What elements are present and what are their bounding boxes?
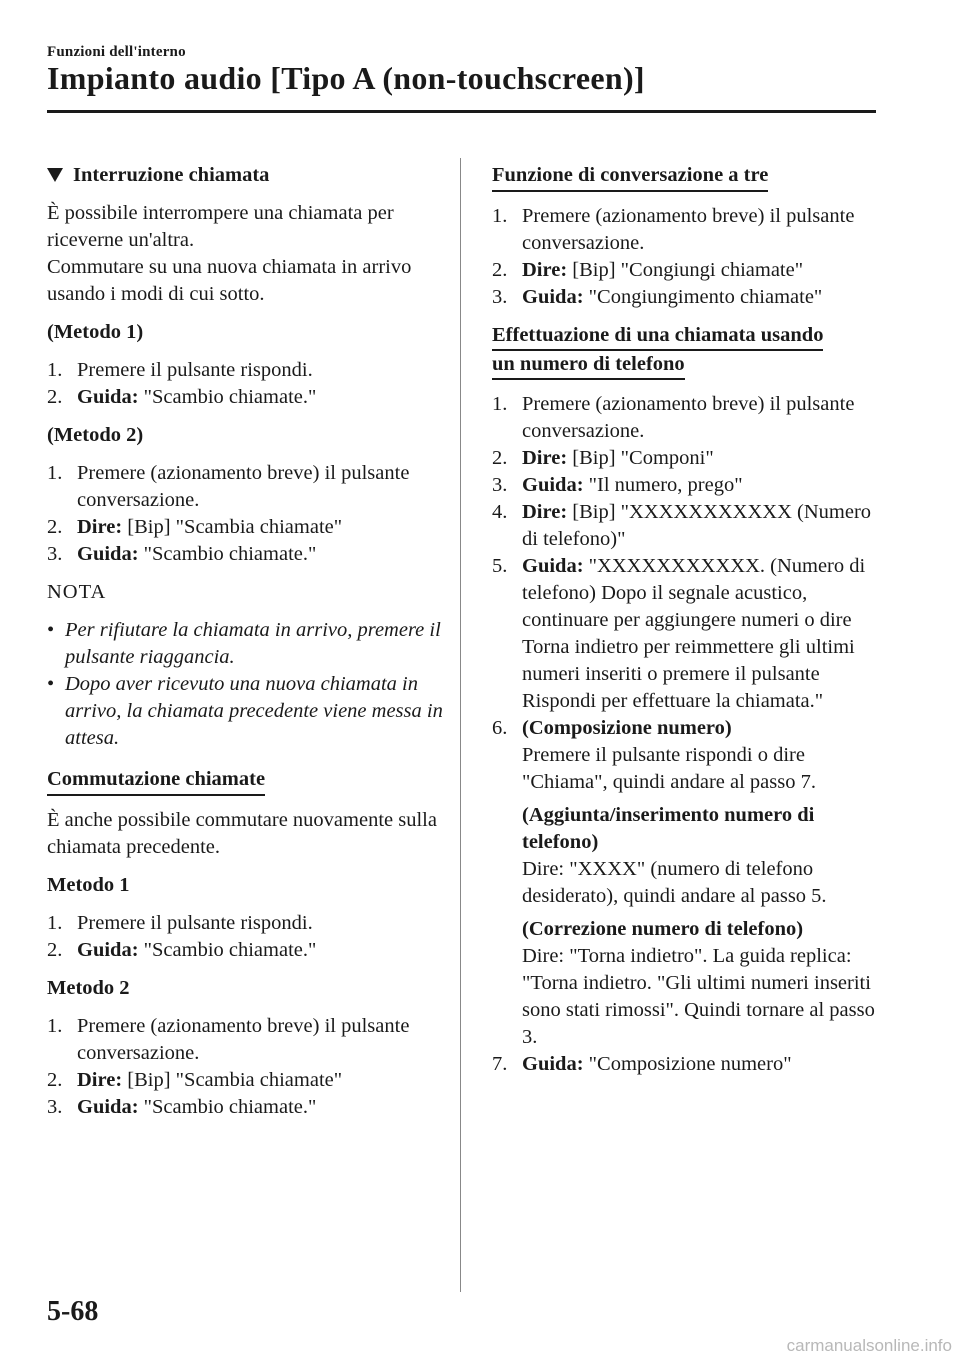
list-item: 1. Premere (azionamento breve) il pulsante conversazione. — [47, 1015, 410, 1064]
list-item: 6. (Composizione numero) Premere il pulsante rispondi o dire "Chiama", quindi andare al passo 7. (Aggiunta/inserimento numero di telefono) Dire: "XXXX" (numero di telefono desiderato), quindi andare al passo 5. (Correzione numero di telefono) Dire: "Torna indietro". La guida replica: "Torna indietro. "Gli ultimi numeri inseriti sono stati rimossi". Quindi tornare al passo 3. — [492, 715, 882, 1051]
list-item: 5. Guida: "XXXXXXXXXXX. (Numero di telefono) Dopo il segnale acustico, continuare per aggiungere numeri o dire Torna indietro per reimmettere gli ultimi numeri inseriti o premere il pulsante Rispondi per effettuare la chiamata." — [492, 555, 866, 712]
heading-conversazione-tre: Funzione di conversazione a tre — [492, 163, 768, 192]
bullet-icon: • — [47, 619, 55, 641]
list-item: 4. Dire: [Bip] "XXXXXXXXXXX (Numero di telefono)" — [492, 501, 872, 550]
chapter-title: Impianto audio [Tipo A (non-touchscreen)] — [47, 60, 645, 96]
paragraph: Premere il pulsante rispondi o dire "Chiama", quindi andare al passo 7. — [522, 744, 816, 793]
list-item: 2. Dire: [Bip] "Scambia chiamate" — [47, 516, 343, 538]
heading-numero-telefono: Effettuazione di una chiamata usando un numero di telefono — [492, 322, 882, 380]
list-item: 2. Dire: [Bip] "Congiungi chiamate" — [492, 259, 804, 281]
list-item: 7. Guida: "Composizione numero" — [492, 1053, 792, 1075]
title-rule — [47, 110, 876, 113]
list-item: 3. Guida: "Il numero, prego" — [492, 474, 743, 496]
column-divider — [460, 158, 461, 1292]
bullet-icon: • — [47, 673, 55, 695]
list-item: 2. Guida: "Scambio chiamate." — [47, 939, 317, 961]
sub-heading: (Correzione numero di telefono) — [522, 918, 804, 940]
sub-heading: (Composizione numero) — [522, 717, 732, 739]
paragraph: Commutare su una nuova chiamata in arrivo usando i modi di cui sotto. — [47, 256, 412, 305]
list-item: 1. Premere (azionamento breve) il pulsante conversazione. — [47, 462, 410, 511]
method-label: (Metodo 2) — [47, 424, 144, 446]
triangle-down-icon — [47, 168, 63, 182]
heading-interruzione: Interruzione chiamata — [47, 162, 443, 189]
note-item: • Dopo aver ricevuto una nuova chiamata in arrivo, la chiamata precedente viene messa in attesa. — [47, 671, 443, 752]
list-item: 2. Dire: [Bip] "Componi" — [492, 447, 714, 469]
paragraph: È possibile interrompere una chiamata per riceverne un'altra. — [47, 202, 394, 251]
list-item: 1. Premere (azionamento breve) il pulsante conversazione. — [492, 205, 855, 254]
method-label: Metodo 1 — [47, 874, 130, 896]
section-label: Funzioni dell'interno — [47, 44, 186, 60]
list-item: 3. Guida: "Congiungimento chiamate" — [492, 286, 823, 308]
page-number: 5-68 — [47, 1296, 99, 1327]
list-item: 3. Guida: "Scambio chiamate." — [47, 543, 317, 565]
note-label: NOTA — [47, 581, 107, 603]
note-item: • Per rifiutare la chiamata in arrivo, premere il pulsante riaggancia. — [47, 617, 443, 671]
watermark: carmanualsonline.info — [786, 1336, 952, 1355]
list-item: 2. Guida: "Scambio chiamate." — [47, 386, 317, 408]
left-column — [47, 162, 443, 1121]
method-label: Metodo 2 — [47, 977, 130, 999]
method-label: (Metodo 1) — [47, 321, 144, 343]
paragraph: Dire: "Torna indietro". La guida replica: "Torna indietro. "Gli ultimi numeri inseriti sono stati rimossi". Quindi tornare al passo 3. — [522, 945, 875, 1048]
list-item: 3. Guida: "Scambio chiamate." — [47, 1096, 317, 1118]
paragraph: È anche possibile commutare nuovamente sulla chiamata precedente. — [47, 809, 437, 858]
list-item: 1. Premere il pulsante rispondi. — [47, 359, 313, 381]
list-item: 1. Premere il pulsante rispondi. — [47, 912, 313, 934]
right-column — [492, 162, 882, 1078]
heading-commutazione: Commutazione chiamate — [47, 767, 265, 796]
list-item: 2. Dire: [Bip] "Scambia chiamate" — [47, 1069, 343, 1091]
paragraph: Dire: "XXXX" (numero di telefono desiderato), quindi andare al passo 5. — [522, 858, 827, 907]
sub-heading: (Aggiunta/inserimento numero di telefono) — [522, 804, 815, 853]
list-item: 1. Premere (azionamento breve) il pulsante conversazione. — [492, 393, 855, 442]
